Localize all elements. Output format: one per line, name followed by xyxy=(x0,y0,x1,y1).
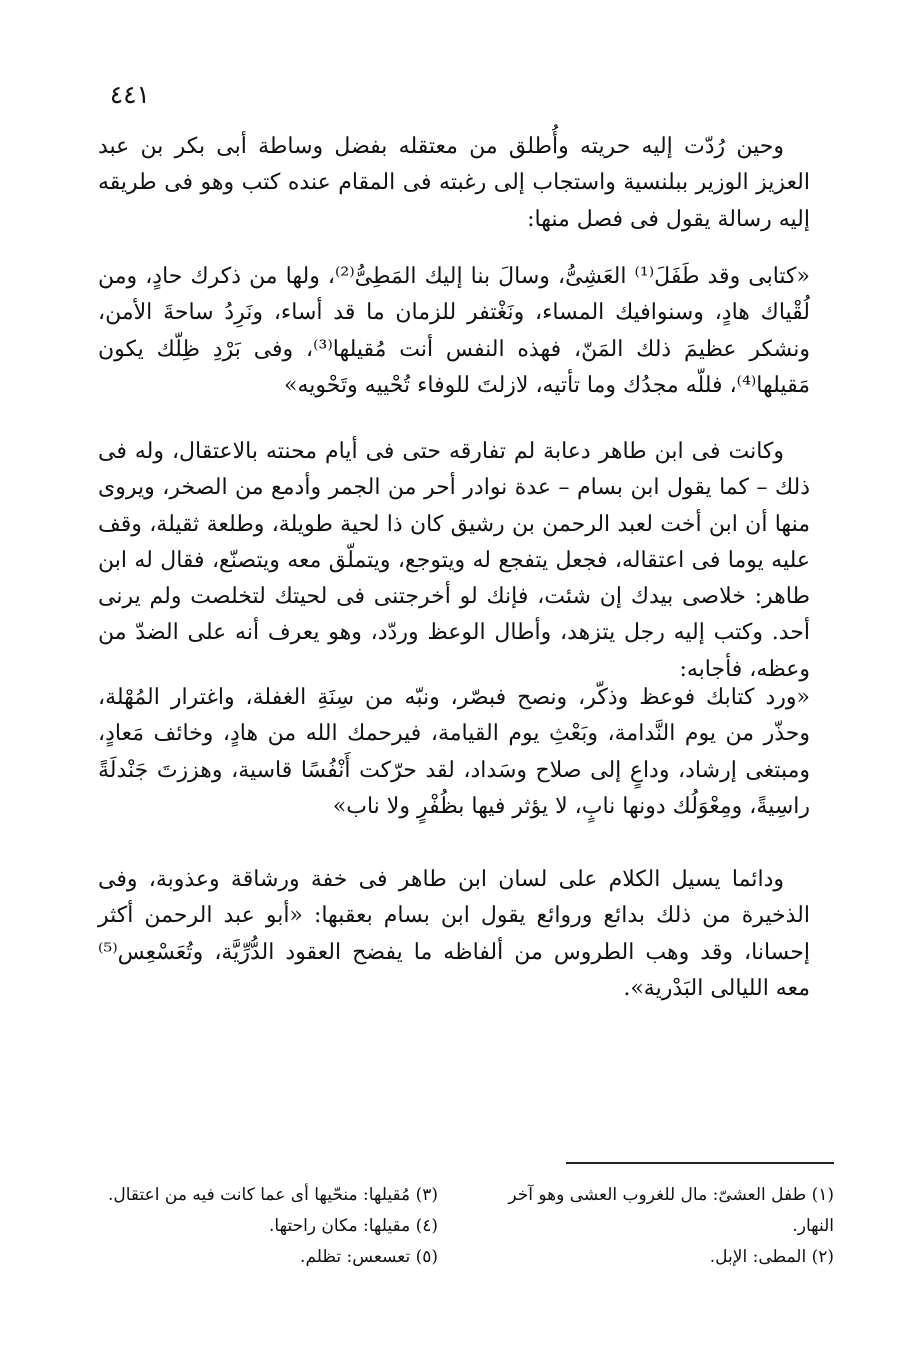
paragraph-1: وحين رُدّت إليه حريته وأُطلق من معتقله بفضل وساطة أبى بكر بن عبد العزيز الوزير ببلنسية واستجاب إلى رغبته فى المقام عنده كتب وهو فى طريقه إليه رسالة يقول فى فصل منها: xyxy=(98,134,810,232)
paragraph-2: وكانت فى ابن طاهر دعابة لم تفارقه حتى فى أيام محنته بالاعتقال، وله فى ذلك – كما يقول ابن بسام – عدة نوادر أحر من الجمر وأدمع من الصخر، ويروى منها أن ابن أخت لعبد الرحمن بن رشيق كان ذا لحية طويلة، وطلعة ثقيلة، وقف عليه يوما فى اعتقاله، فجعل يتفجع له ويتوجع، ويتملّق معه ويتصنّع، فقال له ابن طاهر: خلاصى بيدك إن شئت، فإنك لو أخرجتنى فى لحيتك لتخلصت ولم يرنى أحد. وكتب إليه رجل يتزهد، وأطال الوعظ وردّد، وهو يعرف أنه على الضدّ من وعظه، فأجابه: xyxy=(98,439,810,682)
quoted-letter-1: «كتابى وقد طَفَلَ⁽¹⁾ العَشِىُّ، وسالَ بنا إليك المَطِىُّ⁽²⁾، ولها من ذكرك حادٍ، ومن لُقْياك هادٍ، وسنوافيك المساء، ونَغْتفر للزمان ما قد أساء، ونَرِدُ ساحةَ الأمن، ونشكر عظيمَ ذلك المَنّ، فهذه النفس أنت مُقيلها⁽³⁾، وفى بَرْدِ ظِلّك يكون مَقيلها⁽⁴⁾، فللّه مجدُك وما تأتيه، لازلتَ للوفاء تُحْييه وتَحْويه» xyxy=(98,264,811,398)
paragraph-3: ودائما يسيل الكلام على لسان ابن طاهر فى خفة ورشاقة وعذوبة، وفى الذخيرة من ذلك بدائع وروائع يقول ابن بسام بعقبها: «أبو عبد الرحمن أكثر إحسانا، وقد وهب الطروس من ألفاظه ما يفضح العقود الدُّرِّيَّة، وتُعَسْعِس⁽⁵⁾ معه الليالى البَدْرية». xyxy=(98,867,810,1001)
footnotes-right-column xyxy=(492,1180,834,1273)
footnote-1: (١) طفل العشىّ: مال للغروب العشى وهو آخر النهار. xyxy=(508,1185,834,1236)
footnote-4: (٤) مقيلها: مكان راحتها. xyxy=(269,1216,438,1236)
footnote-separator xyxy=(566,1162,834,1164)
quoted-letter-2: «ورد كتابك فوعظ وذكّر، ونصح فبصّر، ونبّه من سِنَةِ الغفلة، واغترار المُهْلة، وحذّر من يوم النَّدامة، وبَعْثِ يوم القيامة، فيرحمك الله من هادٍ، وخائف مَعادٍ، ومبتغى إرشاد، وداعٍ إلى صلاح وسَداد، لقد حرّكت أَنْفُسًا قاسية، وهززتَ جَنْدلَةً راسِيةً، ومِعْوَلُك دونها نابٍ، لا يؤثر فيها بظُفْرٍ ولا ناب» xyxy=(98,685,810,819)
footnote-3: (٣) مُقيلها: منحّيها أى عما كانت فيه من اعتقال. xyxy=(107,1185,438,1205)
footnote-2: (٢) المطى: الإبل. xyxy=(709,1247,834,1267)
footnote-5: (٥) تعسعس: تظلم. xyxy=(300,1247,438,1267)
page-number: ٤٤١ xyxy=(109,80,150,109)
footnotes-left-column xyxy=(96,1180,438,1273)
